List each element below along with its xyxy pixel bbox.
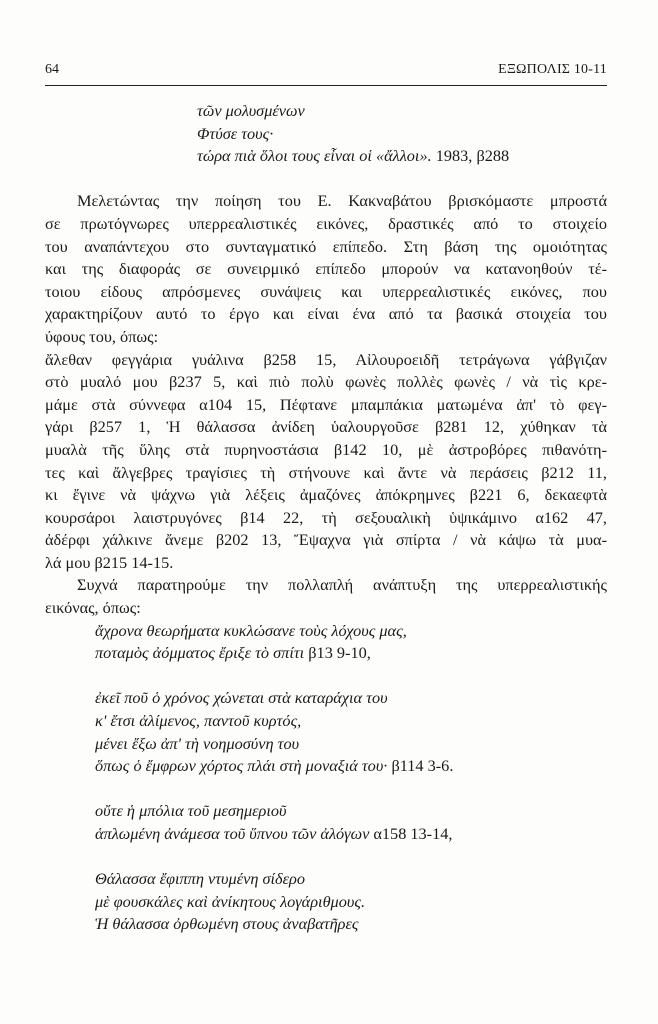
quote-line xyxy=(45,710,607,733)
paragraph-line: του αναπάντεχου στο συνταγματικό επίπεδο. Στη βάση της ομοιότητας xyxy=(45,236,607,256)
epigraph-line: Φτύσε τους· xyxy=(197,123,274,143)
epigraph-source: 1983, β288 xyxy=(431,146,510,166)
quote-text: ἐκεῖ ποῦ ὁ χρόνος χώνεται στὰ καταράχια του xyxy=(95,688,388,708)
paragraph-line: και της διαφοράς σε συνειρμικό επίπεδο μπορούν να κατανοηθούν τέ- xyxy=(45,259,607,279)
quote-text: κ' ἔτσι ἀλίμενος, παντοῦ κυρτός, xyxy=(95,711,302,731)
paragraph-line: σε πρωτόγνωρες υπερρεαλιστικές εικόνες, δραστικές από το στοιχείο xyxy=(45,213,607,233)
body-text xyxy=(45,100,607,936)
page-number: 64 xyxy=(45,62,59,77)
spacer xyxy=(45,778,607,801)
quote-ref: β13 9-10, xyxy=(304,643,371,663)
paragraph-line: κουρσάροι λαιστρυγόνες β14 22, τὴ σεξουαλικὴ ὑψικάμινο α162 47, xyxy=(45,507,607,527)
quote-line xyxy=(45,642,607,665)
quote-text: ὅπως ὁ ἔμφρων χόρτος πλάι στὴ μοναξιά του· xyxy=(95,756,388,776)
paragraph-line: μυαλὰ τῆς ὕλης στὰ πυρηνοστάσια β142 10, μὲ ἀστροβόρες πιθανότη- xyxy=(45,439,607,459)
paragraph-line: λά μου β215 14-15. xyxy=(45,552,174,572)
epigraph-line xyxy=(45,145,607,168)
running-head: ΕΞΩΠΟΛΙΣ 10-11 xyxy=(498,62,607,77)
quote-line xyxy=(45,891,607,914)
paragraph-line: ἀδέρφι χάλκινε ἄνεμε β202 13, Ἔψαχνα γιὰ σπίρτα / νὰ κάψω τὰ μυα- xyxy=(45,530,607,550)
page-header xyxy=(45,62,607,84)
quote-ref: β114 3-6. xyxy=(387,756,454,776)
header-rule xyxy=(45,85,607,86)
paragraph-line: Μελετώντας την ποίηση του Ε. Κακναβάτου βρισκόμαστε μπροστά xyxy=(77,191,607,211)
quote-line xyxy=(45,733,607,756)
paragraph-line: μάμε στὰ σύννεφα α104 15, Πέφτανε μπαμπάκια ματωμένα ἀπ' τὸ φεγ- xyxy=(45,394,607,414)
quote-text: Ἡ θάλασσα ὀρθωμένη στους ἀναβατῆρες xyxy=(95,914,359,934)
quote-line xyxy=(45,913,607,936)
epigraph-line: τῶν μολυσμένων xyxy=(197,101,305,120)
paragraph-line: εικόνας, όπως: xyxy=(45,598,141,618)
quote-text: ἄχρονα θεωρήματα κυκλώσανε τοὺς λόχους μας, xyxy=(95,620,407,640)
paragraph-line: Συχνά παρατηρούμε την πολλαπλή ανάπτυξη της υπερρεαλιστικής xyxy=(77,575,607,595)
epigraph-text: τώρα πιὰ ὅλοι τους εἶναι οἱ «ἄλλοι». xyxy=(197,146,432,166)
quote-text: μένει ἔξω ἀπ' τὴ νοημοσύνη του xyxy=(95,733,300,753)
paragraph-line: γάρι β257 1, Ἡ θάλασσα ἀνίδεη ὑαλουργοῦσε β281 12, χύθηκαν τὰ xyxy=(45,417,607,437)
paragraph-line: ἄλεθαν φεγγάρια γυάλινα β258 15, Αἰλουροειδῆ τετράγωνα γάβγιζαν xyxy=(45,349,607,369)
quote-text: ποταμὸς ἀόμματος ἔριξε τὸ σπίτι xyxy=(95,643,305,663)
paragraph-line: χαρακτηρίζουν αυτό το έργο και είναι ένα από τα βασικά στοιχεία του xyxy=(45,304,607,324)
quote-line xyxy=(45,868,607,891)
spacer xyxy=(45,846,607,869)
quote-text: οὔτε ἡ μπόλια τοῦ μεσημεριοῦ xyxy=(95,801,287,821)
quote-text: Θάλασσα ἔφιππη ντυμένη σίδερο xyxy=(95,869,305,889)
quote-line xyxy=(45,823,607,846)
spacer xyxy=(45,168,607,191)
paragraph-line: τες καὶ ἄλγεβρες τραγίσιες τὴ στήνουνε καὶ ἄντε νὰ περάσεις β212 11, xyxy=(45,462,607,482)
quote-line xyxy=(45,800,607,823)
quote-line xyxy=(45,620,607,643)
quote-line xyxy=(45,687,607,710)
quote-text: μὲ φουσκάλες καὶ ἀνίκητους λογάριθμους. xyxy=(95,891,366,911)
spacer xyxy=(45,665,607,688)
quote-text: ἁπλωμένη ἀνάμεσα τοῦ ὕπνου τῶν ἀλόγων xyxy=(95,824,370,843)
paragraph-line: κι ἔγινε νὰ ψάχνω γιὰ λέξεις ἀμαζόνες ἀπόκρημνες β221 6, δεκαεφτὰ xyxy=(45,485,607,505)
paragraph-line: στὸ μυαλό μου β237 5, καὶ πιὸ πολὺ φωνὲς πολλὲς φωνὲς / νὰ τὶς κρε- xyxy=(45,372,607,392)
quote-ref: α158 13-14, xyxy=(369,824,453,843)
paragraph-line: ύφους του, όπως: xyxy=(45,326,159,346)
quote-line xyxy=(45,755,607,778)
paragraph-line: τοιου είδους απρόσμενες συνάψεις και υπερρεαλιστικές εικόνες, που xyxy=(45,281,607,301)
